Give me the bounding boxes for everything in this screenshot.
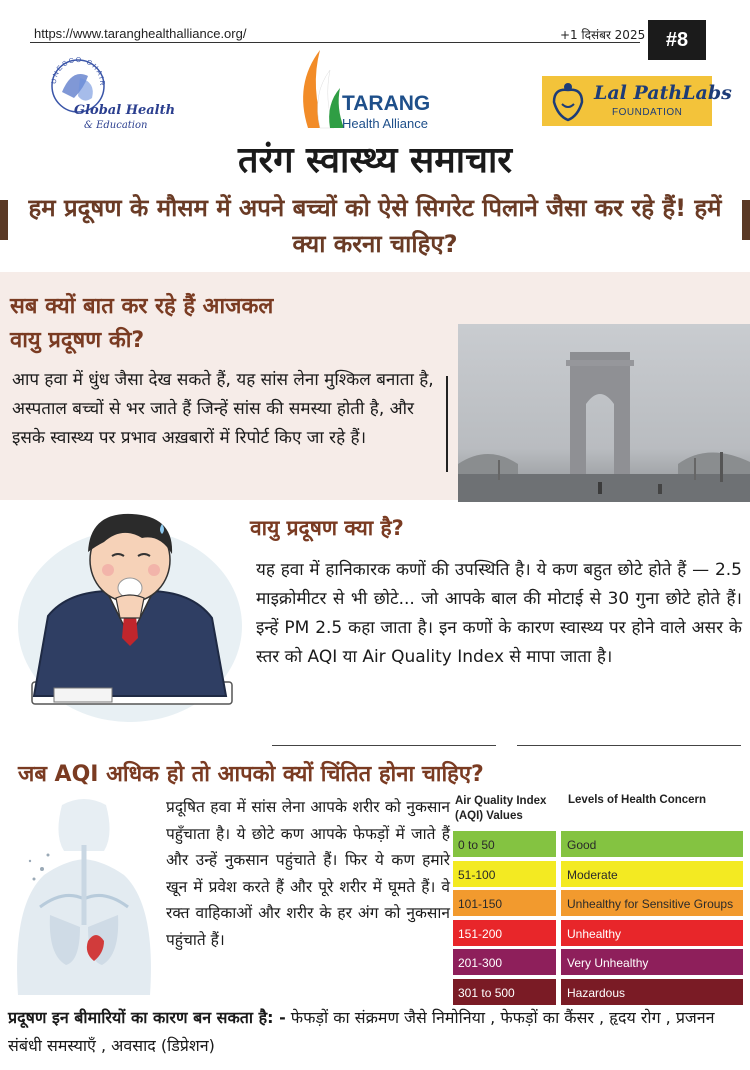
aqi-level: Unhealthy for Sensitive Groups xyxy=(560,889,744,917)
aqi-level: Moderate xyxy=(560,860,744,888)
aqi-range: 301 to 500 xyxy=(452,978,557,1006)
aqi-level: Hazardous xyxy=(560,978,744,1006)
unesco-text-1: Global Health xyxy=(74,103,174,118)
section1-body: आप हवा में धुंध जैसा देख सकते हैं, यह सांस लेना मुश्किल बनाता है, अस्पताल बच्चों से भर जाते हैं जिन्हें सांस की समस्या होती है, और इसके स्वास्थ्य पर प्रभाव अख़बारों में रिपोर्ट किए जा रहे हैं। xyxy=(12,370,434,448)
lal-pathlabs-logo xyxy=(542,76,732,126)
aqi-level: Unhealthy xyxy=(560,919,744,947)
tarang-subtitle: Health Alliance xyxy=(342,116,428,131)
aqi-range: 201-300 xyxy=(452,948,557,976)
headline-bar-right xyxy=(742,200,750,240)
aqi-header-levels: Levels of Health Concern xyxy=(568,794,707,806)
headline-block xyxy=(0,190,750,268)
unesco-text-2: & Education xyxy=(84,120,148,131)
india-gate-smog-photo xyxy=(458,324,750,502)
diseases-label: प्रदूषण इन बीमारियों का कारण बन सकता है: - xyxy=(8,1008,286,1027)
section1-title-line2: वायु प्रदूषण की? xyxy=(10,328,145,353)
headline-bar-left xyxy=(0,200,8,240)
section1-title-line1: सब क्यों बात कर रहे हैं आजकल xyxy=(10,294,274,319)
diseases-footer xyxy=(8,1004,744,1060)
aqi-range: 0 to 50 xyxy=(452,830,557,858)
aqi-level: Good xyxy=(560,830,744,858)
diseases-list: फेफड़ों का संक्रमण जैसे निमोनिया , फेफड़ों का कैंसर , हृदय रोग , प्रजनन संबंधी समस्याएँ , अवसाद (डिप्रेशन) xyxy=(8,1008,715,1055)
lal-subtitle: FOUNDATION xyxy=(612,107,683,118)
unesco-ring-text: UNESCO CHAIR xyxy=(50,56,106,88)
aqi-header-values: Air Quality Index (AQI) Values xyxy=(455,795,547,822)
section3-title: जब AQI अधिक हो तो आपको क्यों चिंतित होना चाहिए? xyxy=(18,762,484,787)
section-why-talking xyxy=(0,272,750,500)
aqi-range: 51-100 xyxy=(452,860,557,888)
aqi-row xyxy=(452,860,744,888)
section3-body: प्रदूषित हवा में सांस लेना आपके शरीर को नुकसान पहुँचाता है। ये छोटे कण आपके फेफड़ों में जाते हैं और उन्हें नुकसान पहुंचाते हैं। फिर ये कण हमारे खून में प्रवेश करते हैं और पूरे शरीर में घूमते हैं। वे रक्त वाहिकाओं और शरीर के हर अंग को नुकसान पहुंचाते हैं। xyxy=(166,798,450,949)
section2-body: यह हवा में हानिकारक कणों की उपस्थिति है। ये कण बहुत छोटे होते हैं — 2.5 माइक्रोमीटर से भी छोटे... जो आपके बाल की मोटाई से 30 गुना छोटे होते हैं। इन्हें PM 2.5 कहा जाता है। इन कणों के कारण स्वास्थ्य पर होने वाले असर के स्तर को AQI या Air Quality Index से मापा जाता है। xyxy=(256,560,742,667)
aqi-range: 151-200 xyxy=(452,919,557,947)
aqi-row xyxy=(452,978,744,1006)
coughing-boy-illustration xyxy=(12,506,248,726)
aqi-table xyxy=(452,794,744,1000)
section-divider-right xyxy=(517,745,741,746)
lungs-body-illustration xyxy=(4,795,164,995)
website-link[interactable]: https://www.taranghealthalliance.org/ xyxy=(34,26,247,41)
section1-divider xyxy=(446,376,448,472)
issue-date: +1 दिसंबर 2025 xyxy=(560,28,646,42)
aqi-row xyxy=(452,919,744,947)
tarang-name: TARANG xyxy=(342,92,431,115)
section1-title xyxy=(10,290,430,358)
issue-number-badge: #8 xyxy=(648,20,706,60)
lal-name: Lal PathLabs xyxy=(594,82,732,104)
unesco-global-health-logo xyxy=(44,48,174,132)
headline: हम प्रदूषण के मौसम में अपने बच्चों को ऐसे सिगरेट पिलाने जैसा कर रहे हैं! हमें क्या करना चाहिए? xyxy=(28,194,722,258)
aqi-row xyxy=(452,948,744,976)
tarang-logo xyxy=(294,44,454,134)
header-rule xyxy=(30,42,640,43)
aqi-level: Very Unhealthy xyxy=(560,948,744,976)
aqi-row xyxy=(452,889,744,917)
section2-title: वायु प्रदूषण क्या है? xyxy=(250,516,404,540)
newsletter-title: तरंग स्वास्थ्य समाचार xyxy=(237,140,513,181)
section-divider-left xyxy=(272,745,496,746)
aqi-row xyxy=(452,830,744,858)
aqi-range: 101-150 xyxy=(452,889,557,917)
